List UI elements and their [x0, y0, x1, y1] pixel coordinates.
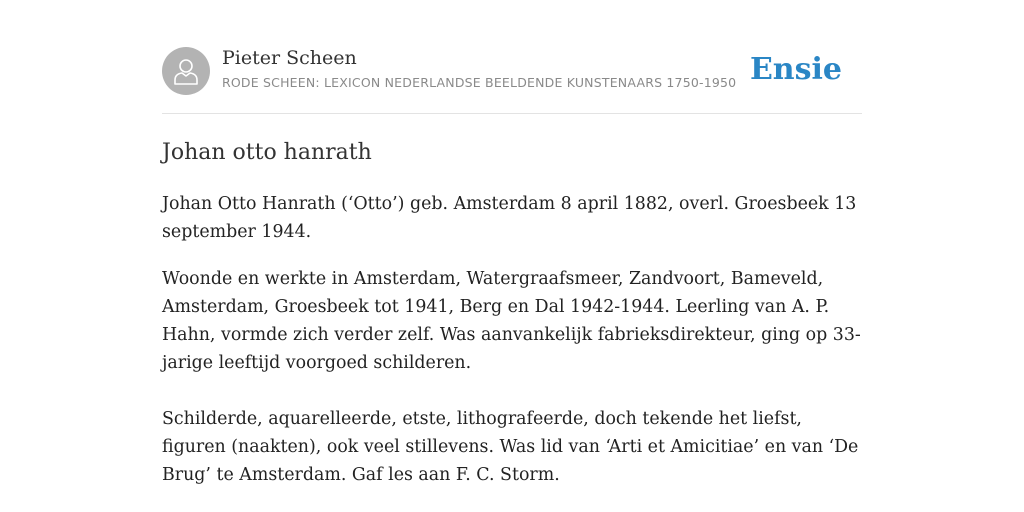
paragraph: Schilderde, aquarelleerde, etste, lithografeerde, doch tekende het liefst, figuren (naakten), ook veel stillevens. Was lid van ‘Arti et Amicitiae’ en van ‘De Brug’ te Amsterdam. Gaf les aan F. C. Storm.	[162, 409, 859, 485]
ensie-logo[interactable]: Ensie	[749, 52, 842, 87]
header-divider	[162, 113, 862, 114]
article-title: Johan otto hanrath	[162, 140, 372, 165]
author-name[interactable]: Pieter Scheen	[222, 47, 357, 69]
user-icon	[173, 57, 199, 85]
article-body	[162, 190, 862, 489]
source-title[interactable]: RODE SCHEEN: LEXICON NEDERLANDSE BEELDENDE KUNSTENAARS 1750-1950	[222, 75, 737, 90]
paragraph: Johan Otto Hanrath (‘Otto’) geb. Amsterdam 8 april 1882, overl. Groesbeek 13 september 1944.	[162, 194, 857, 242]
author-avatar[interactable]	[162, 47, 210, 95]
paragraph: Woonde en werkte in Amsterdam, Watergraafsmeer, Zandvoort, Bameveld, Amsterdam, Groesbeek tot 1941, Berg en Dal 1942-1944. Leerling van A. P. Hahn, vormde zich verder zelf. Was aanvankelijk fabrieksdirekteur, ging op 33-jarige leeftijd voorgoed schilderen.	[162, 269, 861, 373]
article-header	[162, 46, 862, 96]
